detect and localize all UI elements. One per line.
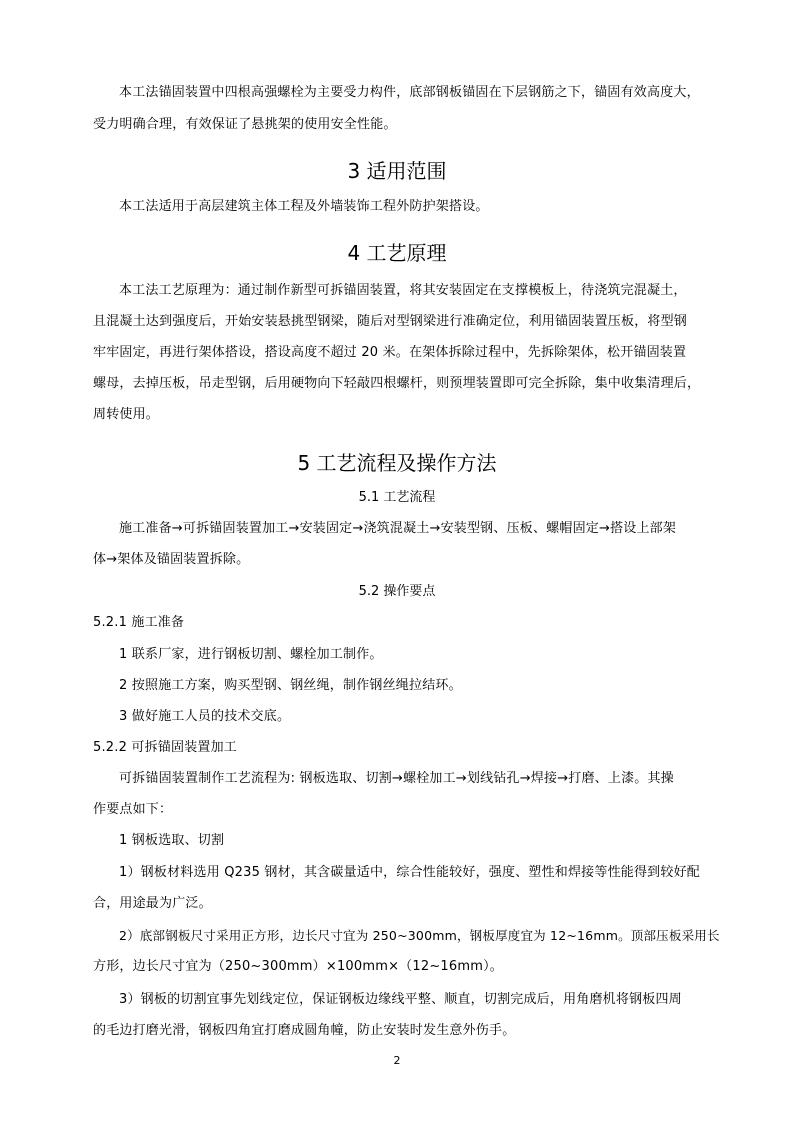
intro-line-2: 受力明确合理，有效保证了悬挑架的使用安全性能。 [93,117,397,132]
prep-item-1: 1 联系厂家，进行钢板切割、螺栓加工制作。 [119,647,383,662]
process-line-2: 作要点如下： [93,802,173,817]
process-line-1: 可拆锚固装置制作工艺流程为: 钢板选取、切割→螺栓加工→划线钻孔→焊接→打磨、上漆。其操 [119,771,674,786]
section-4-line-4: 螺母，去掉压板，吊走型钢，后用硬物向下轻敲四根螺杆，则预埋装置即可完全拆除，集中收集清理后， [93,376,701,391]
section-4-line-1: 本工法工艺原理为：通过制作新型可拆锚固装置，将其安装固定在支撑模板上，待浇筑完混凝土， [119,283,687,298]
section-3-heading: 3 适用范围 [347,159,447,183]
subsection-5-2-2-title: 5.2.2 可拆锚固装置加工 [93,740,238,755]
section-3-paragraph: 本工法适用于高层建筑主体工程及外墙装饰工程外防护架搭设。 [119,199,489,214]
subsection-5-1-title: 5.1 工艺流程 [358,490,436,505]
steel-selection-title: 1 钢板选取、切割 [119,833,225,848]
section-4-line-3: 牢牢固定，再进行架体搭设，搭设高度不超过 20 米。在架体拆除过程中，先拆除架体，松开锚固装置 [93,345,687,360]
point-1-line-1: 1）钢板材料选用 Q235 钢材，其含碳量适中，综合性能较好，强度、塑性和焊接等性能得到较好配 [119,865,700,880]
flow-line-1: 施工准备→可拆锚固装置加工→安装固定→浇筑混凝土→安装型钢、压板、螺帽固定→搭设上部架 [119,521,677,536]
section-4-heading: 4 工艺原理 [347,241,447,265]
flow-line-2: 体→架体及锚固装置拆除。 [93,552,250,567]
section-4-line-5: 周转使用。 [93,407,160,422]
subsection-5-2-title: 5.2 操作要点 [358,584,436,599]
point-3-line-1: 3）钢板的切割宜事先划线定位，保证钢板边缘线平整、顺直，切割完成后，用角磨机将钢板四周 [119,992,682,1007]
point-2-line-1: 2）底部钢板尺寸采用正方形，边长尺寸宜为 250~300mm，钢板厚度宜为 12~16mm。顶部压板采用长 [119,928,720,943]
section-4-line-2: 且混凝土达到强度后，开始安装悬挑型钢梁，随后对型钢梁进行准确定位，利用锚固装置压板，将型钢 [93,314,688,329]
point-3-line-2: 的毛边打磨光滑，钢板四角宜打磨成圆角幢，防止安装时发生意外伤手。 [93,1023,516,1038]
point-2-line-2: 方形，边长尺寸宜为（250~300mm）×100mm×（12~16mm）。 [93,959,503,974]
intro-line-1: 本工法锚固装置中四根高强螺栓为主要受力构件，底部钢板锚固在下层钢筋之下，锚固有效高度大， [119,85,700,100]
prep-item-3: 3 做好施工人员的技术交底。 [119,709,291,724]
prep-item-2: 2 按照施工方案，购买型钢、钢丝绳，制作钢丝绳拉结环。 [119,678,462,693]
subsection-5-2-1-title: 5.2.1 施工准备 [93,615,185,630]
page-number: 2 [393,1054,401,1067]
point-1-line-2: 合，用途最为广泛。 [93,896,212,911]
section-5-heading: 5 工艺流程及操作方法 [297,451,497,475]
